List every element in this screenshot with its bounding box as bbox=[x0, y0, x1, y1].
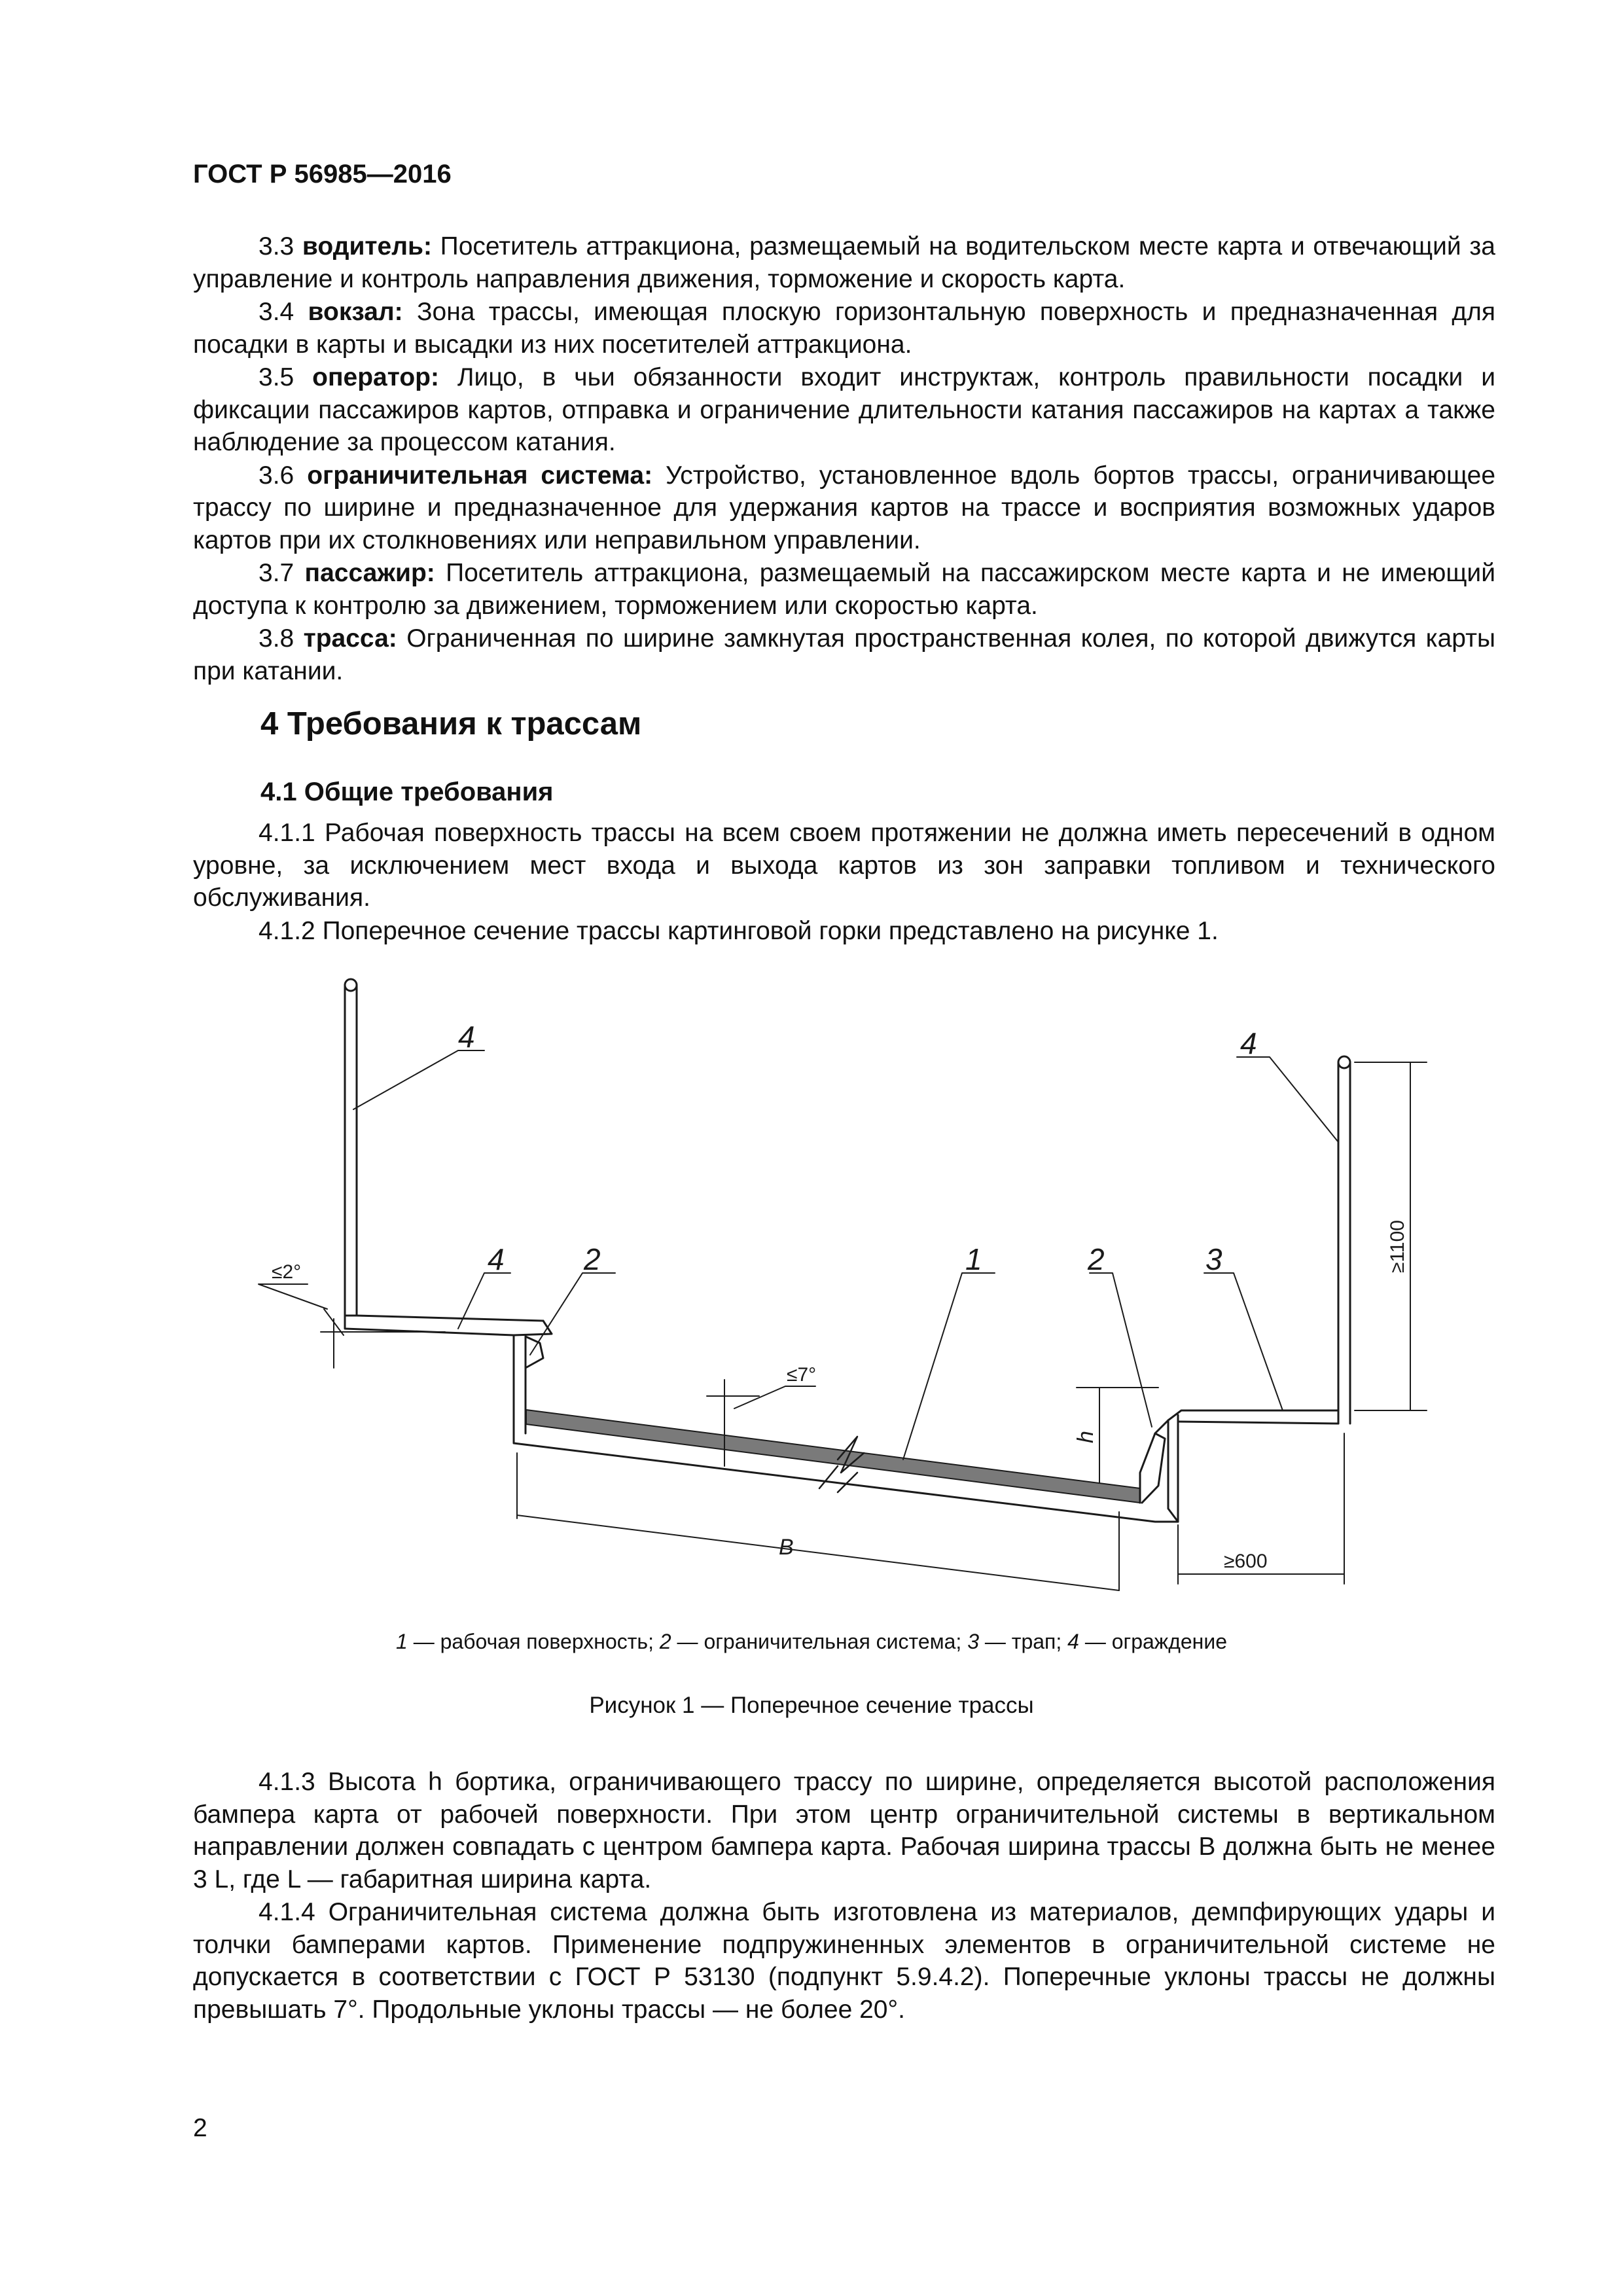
legend-num: 3 bbox=[967, 1630, 979, 1653]
term-3-6 bbox=[193, 459, 1495, 557]
label-platform-left: 4 bbox=[488, 1242, 505, 1276]
label-rail-height: ≥1100 bbox=[1387, 1220, 1408, 1273]
term-number: 3.3 bbox=[259, 232, 294, 260]
leader-rail-left bbox=[353, 1050, 484, 1109]
term-definition: Лицо, в чьи обязанности входит инструктаж, контроль правильности посадки и фиксации пассажиров картов, отправка и ограничение длительности катания пассажиров на картах а также наблюдение за процессом катания. bbox=[193, 363, 1495, 456]
right-rail-post bbox=[1338, 1062, 1350, 1424]
cross-section-drawing bbox=[249, 975, 1408, 1617]
legend-num: 1 bbox=[396, 1630, 408, 1653]
right-rail-cap bbox=[1338, 1056, 1350, 1068]
dimension-b-line bbox=[517, 1515, 1119, 1590]
left-rail-cap bbox=[345, 979, 357, 991]
term-3-7 bbox=[193, 557, 1495, 622]
paragraph-4-1-1: 4.1.1 Рабочая поверхность трассы на всем своем протяжении не должна иметь пересечений в одном уровне, за исключением мест входа и выхода картов из зон заправки топливом и технического обслуживания. bbox=[193, 819, 1495, 912]
subsection-heading: 4.1 Общие требования bbox=[260, 778, 554, 806]
term-definition: Устройство, установленное вдоль бортов трассы, ограничивающее трассу по ширине и предназначенное для удержания картов на трассе и восприятия возможных ударов картов при их столкновениях или неправильном управлении. bbox=[193, 461, 1496, 554]
right-ramp-surface bbox=[1178, 1422, 1338, 1424]
label-rail-left: 4 bbox=[458, 1020, 475, 1054]
label-ramp-width: ≥600 bbox=[1224, 1551, 1268, 1572]
label-barrier-right: 2 bbox=[1088, 1242, 1105, 1276]
term-definition: Посетитель аттракциона, размещаемый на пассажирском месте карта и не имеющий доступа к контролю за движением, торможением или скоростью карта. bbox=[193, 559, 1495, 620]
definitions-block bbox=[193, 230, 1495, 687]
term-name: трасса: bbox=[303, 624, 397, 653]
leader-rail-right bbox=[1237, 1057, 1338, 1142]
label-barrier-left: 2 bbox=[584, 1242, 601, 1276]
term-name: вокзал: bbox=[308, 298, 403, 326]
page-number: 2 bbox=[193, 2114, 207, 2142]
label-surface: 1 bbox=[965, 1242, 982, 1276]
label-angle-left: ≤2° bbox=[272, 1261, 302, 1283]
paragraph-4-1-4: 4.1.4 Ограничительная система должна быть изготовлена из материалов, демпфирующих удары и толчки бамперами картов. Применение подпружиненных элементов в ограничительной системе не допускается в соответствии с ГОСТ Р 53130 (подпункт 5.9.4.2). Поперечные уклоны трассы не должны превышать 7°. Продольные уклоны трассы — не более 20°. bbox=[193, 1898, 1495, 2024]
term-3-8 bbox=[193, 622, 1495, 687]
term-name: оператор: bbox=[312, 363, 439, 391]
legend-num: 4 bbox=[1067, 1630, 1079, 1653]
term-3-4 bbox=[193, 296, 1495, 361]
right-wall bbox=[1168, 1415, 1178, 1522]
label-height-h: h bbox=[1073, 1431, 1098, 1443]
legend-text: — трап; bbox=[979, 1630, 1068, 1653]
label-width-b: B bbox=[779, 1535, 794, 1560]
term-number: 3.7 bbox=[259, 559, 294, 587]
term-name: водитель: bbox=[302, 232, 432, 260]
left-platform-end bbox=[514, 1321, 552, 1335]
section-heading: 4 Требования к трассам bbox=[260, 706, 642, 742]
legend-num: 2 bbox=[659, 1630, 671, 1653]
legend-text: — рабочая поверхность; bbox=[407, 1630, 660, 1653]
break-mark-bottom bbox=[819, 1466, 857, 1492]
leader-surface bbox=[903, 1273, 995, 1460]
legend-text: — ограничительная система; bbox=[671, 1630, 968, 1653]
left-barrier bbox=[526, 1336, 543, 1368]
term-number: 3.4 bbox=[259, 298, 294, 326]
term-number: 3.8 bbox=[259, 624, 294, 653]
leader-ramp bbox=[1204, 1273, 1283, 1410]
paragraph-4-1-3: 4.1.3 Высота h бортика, ограничивающего трассу по ширине, определяется высотой расположения бампера карта от рабочей поверхности. При этом центр ограничительной системы в вертикальном направлении должен совпадать с центром бампера карта. Рабочая ширина трассы B должна быть не менее 3 L, где L — габаритная ширина карта. bbox=[193, 1768, 1495, 1893]
term-definition: Посетитель аттракциона, размещаемый на водительском месте карта и отвечающий за управление и контроль направления движения, торможение и скорость карта. bbox=[193, 232, 1495, 293]
figure-legend bbox=[0, 1630, 1623, 1654]
track-cross-section-figure bbox=[249, 975, 1408, 1620]
term-number: 3.5 bbox=[259, 363, 294, 391]
term-name: ограничительная система: bbox=[307, 461, 653, 490]
left-rail-post bbox=[345, 985, 357, 1316]
label-ramp: 3 bbox=[1205, 1242, 1222, 1276]
requirements-block-b bbox=[193, 1766, 1495, 2026]
term-3-3 bbox=[193, 230, 1495, 295]
left-platform-surface bbox=[357, 1316, 543, 1321]
label-rail-right: 4 bbox=[1240, 1026, 1257, 1060]
right-barrier bbox=[1140, 1433, 1165, 1503]
leader-angle-left bbox=[259, 1284, 327, 1309]
document-header: ГОСТ Р 56985—2016 bbox=[193, 160, 452, 188]
legend-text: — ограждение bbox=[1079, 1630, 1227, 1653]
term-definition: Зона трассы, имеющая плоскую горизонтальную поверхность и предназначенная для посадки в карты и высадки из них посетителей аттракциона. bbox=[193, 298, 1496, 359]
term-definition: Ограниченная по ширине замкнутая пространственная колея, по которой движутся карты при катании. bbox=[193, 624, 1496, 685]
leader-barrier-left bbox=[530, 1273, 615, 1355]
figure-caption: Рисунок 1 — Поперечное сечение трассы bbox=[589, 1693, 1034, 1718]
requirements-block-a bbox=[193, 817, 1495, 947]
term-3-5 bbox=[193, 361, 1495, 459]
leader-angle-surface bbox=[734, 1386, 815, 1408]
label-angle-surface: ≤7° bbox=[787, 1364, 817, 1386]
term-number: 3.6 bbox=[259, 461, 294, 490]
term-name: пассажир: bbox=[304, 559, 435, 587]
paragraph-4-1-2: 4.1.2 Поперечное сечение трассы картинговой горки представлено на рисунке 1. bbox=[259, 916, 1219, 945]
